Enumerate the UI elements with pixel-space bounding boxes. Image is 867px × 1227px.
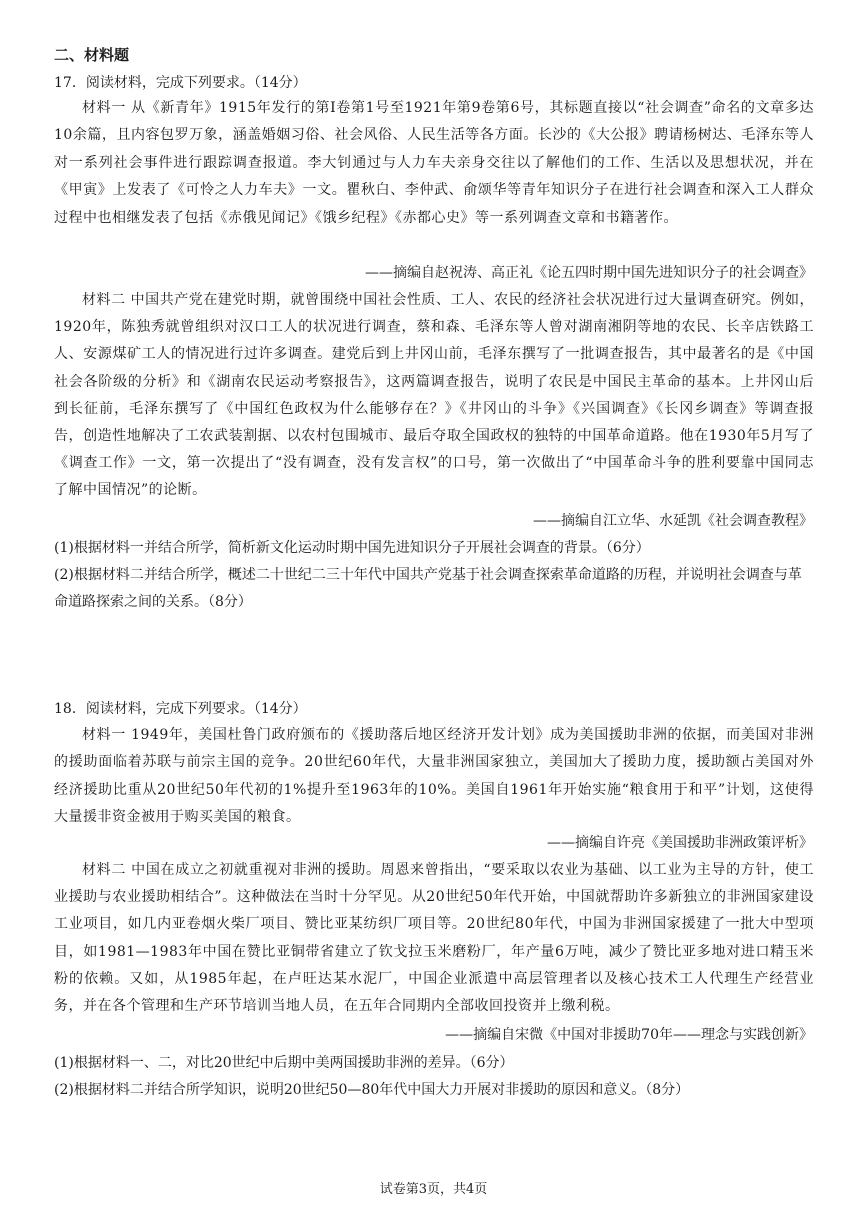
- q18-material2-text: 材料二 中国在成立之初就重视对非洲的援助。周恩来曾指出，“要采取以农业为基础、以工业为主导的方针，使工业援助与农业援助相结合”。这种做法在当时十分罕见。从20世纪50年代开始，中国就帮助许多新独立的非洲国家建设工业项目，如几内亚卷烟火柴厂项目、赞比亚某纺织厂项目等。20世纪80年代，中国为非洲国家援建了一批大中型项目，如1981—1983年中国在赞比亚铜带省建立了钦戈拉玉米磨粉厂，年产量6万吨，减少了赞比亚多地对进口精玉米粉的依赖。又如，从1985年起，在卢旺达某水泥厂，中国企业派遣中高层管理者以及核心技术工人代理生产经营业务，并在各个管理和生产环节培训当地人员，在五年合同期内全部收回投资并上缴利税。: [54, 862, 814, 1015]
- q17-prompt: 17．阅读材料，完成下列要求。（14分）: [54, 75, 307, 91]
- q17-material1-text: 材料一 从《新青年》1915年发行的第Ⅰ卷第1号至1921年第9卷第6号，其标题直接以“社会调查”命名的文章多达10余篇，且内容包罗万象，涵盖婚姻习俗、社会风俗、人民生活等各方面。长沙的《大公报》聘请杨树达、毛泽东等人对一系列社会事件进行跟踪调查报道。李大钊通过与人力车夫亲身交往以了解他们的工作、生活以及思想状况，并在《甲寅》上发表了《可怜之人力车夫》一文。瞿秋白、李仲武、俞颂华等青年知识分子在进行社会调查和深入工人群众过程中也相继发表了包括《赤俄见闻记》《饿乡纪程》《赤都心史》等一系列调查文章和书籍著作。: [54, 100, 814, 226]
- q18-subquestion-1: (1)根据材料一、二，对比20世纪中后期中美两国援助非洲的差异。（6分）: [54, 1055, 514, 1071]
- page-footer: 试卷第3页，共4页: [379, 1182, 488, 1197]
- q17-material2-source: ——摘编自江立华、水延凯《社会调查教程》: [533, 513, 813, 529]
- q18-subquestion-2: (2)根据材料二并结合所学知识，说明20世纪50—80年代中国大力开展对非援助的原因和意义。（8分）: [54, 1082, 690, 1098]
- q18-material2-source: ——摘编自宋微《中国对非援助70年——理念与实践创新》: [445, 1027, 813, 1043]
- q17-material1-source: ——摘编自赵祝涛、高正礼《论五四时期中国先进知识分子的社会调查》: [365, 265, 813, 281]
- section-title: 二、材料题: [54, 46, 130, 64]
- q17-subquestion-1: (1)根据材料一并结合所学，简析新文化运动时期中国先进知识分子开展社会调查的背景。（6分）: [54, 540, 650, 556]
- q18-prompt: 18．阅读材料，完成下列要求。（14分）: [54, 701, 307, 717]
- q18-material1-text: 材料一 1949年，美国杜鲁门政府颁布的《援助落后地区经济开发计划》成为美国援助非洲的依据，而美国对非洲的援助面临着苏联与前宗主国的竞争。20世纪60年代，大量非洲国家独立，美国加大了援助力度，援助额占美国对外经济援助比重从20世纪50年代初的1%提升至1963年的10%。美国自1961年开始实施“粮食用于和平”计划，这使得大量援非资金被用于购买美国的粮食。: [54, 727, 814, 826]
- q17-material2-text: 材料二 中国共产党在建党时期，就曾围绕中国社会性质、工人、农民的经济社会状况进行过大量调查研究。例如，1920年，陈独秀就曾组织对汉口工人的状况进行调查，蔡和森、毛泽东等人曾对湖南湘阴等地的农民、长辛店铁路工人、安源煤矿工人的情况进行过许多调查。建党后到上井冈山前，毛泽东撰写了一批调查报告，其中最著名的是《中国社会各阶级的分析》和《湖南农民运动考察报告》，这两篇调查报告，说明了农民是中国民主革命的基本。上井冈山后到长征前，毛泽东撰写了《中国红色政权为什么能够存在？》《井冈山的斗争》《兴国调查》《长冈乡调查》等调查报告，创造性地解决了工农武装割据、以农村包围城市、最后夺取全国政权的独特的中国革命道路。他在1930年5月写了《调查工作》一文，第一次提出了“没有调查，没有发言权”的口号，第一次做出了“中国革命斗争的胜利要靠中国同志了解中国情况”的论断。: [54, 292, 814, 499]
- q17-subquestion-2: (2)根据材料二并结合所学，概述二十世纪二三十年代中国共产党基于社会调查探索革命道路的历程，并说明社会调查与革命道路探索之间的关系。（8分）: [54, 567, 802, 610]
- q18-material1-source: ——摘编自许亮《美国援助非洲政策评析》: [547, 835, 813, 851]
